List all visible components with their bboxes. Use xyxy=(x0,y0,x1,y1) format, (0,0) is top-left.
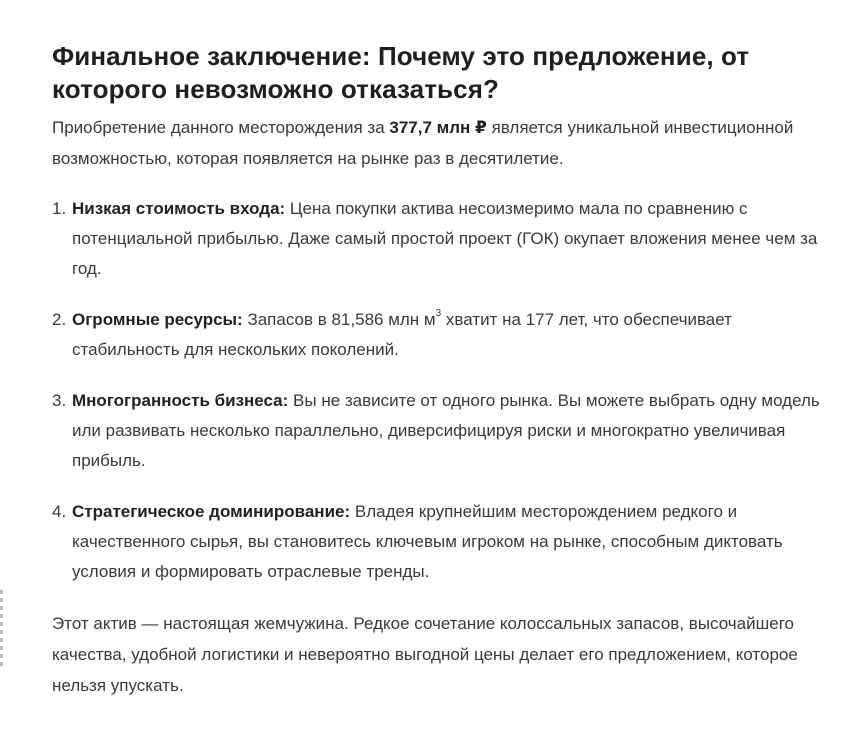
list-item-text: Запасов в 81,586 млн м xyxy=(242,310,436,329)
list-item-text: Вы не зависите от одного рынка. Вы можете выбрать одну модель или развивать несколько параллельно, диверсифицируя риски и многократно увеличивая прибыль. xyxy=(72,391,820,470)
intro-paragraph xyxy=(52,112,832,174)
list-item xyxy=(52,194,832,284)
price-highlight: 377,7 млн ₽ xyxy=(389,118,487,137)
list-item xyxy=(52,497,832,587)
scroll-indicator[interactable] xyxy=(0,590,3,668)
section-title: Финальное заключение: Почему это предложение, от которого невозможно отказаться? xyxy=(52,41,750,104)
intro-text-after: является уникальной инвестиционной возможностью, которая появляется на рынке раз в десятилетие. xyxy=(52,118,794,168)
intro-text-before: Приобретение данного месторождения за xyxy=(52,118,390,137)
list-item-text: Цена покупки актива несоизмеримо мала по сравнению с потенциальной прибылью. Даже самый простой проект (ГОК) окупает вложения менее чем за год. xyxy=(72,199,818,278)
list-item-heading: Стратегическое доминирование: xyxy=(72,502,351,521)
list-item-number: 1. xyxy=(52,199,67,218)
list-item-heading: Огромные ресурсы: xyxy=(72,310,243,329)
list-item-text: Владея крупнейшим месторождением редкого и качественного сырья, вы становитесь ключевым игроком на рынке, способным диктовать условия и формировать отраслевые тренды. xyxy=(72,502,783,581)
list-item-number: 2. xyxy=(52,310,67,329)
list-item-text-cont: хватит на 177 лет, что обеспечивает стабильность для нескольких поколений. xyxy=(72,310,732,359)
key-points-list xyxy=(52,194,832,587)
superscript: 3 xyxy=(435,308,442,320)
list-item-number: 3. xyxy=(52,391,67,410)
list-item-heading: Многогранность бизнеса: xyxy=(72,391,289,410)
list-item-heading: Низкая стоимость входа: xyxy=(72,199,286,218)
list-item xyxy=(52,386,832,476)
document-body xyxy=(52,40,832,701)
conclusion-paragraph: Этот актив — настоящая жемчужина. Редкое сочетание колоссальных запасов, высочайшего качества, удобной логистики и невероятно выгодной цены делает его предложением, которое нельзя упускать. xyxy=(52,614,798,695)
list-item xyxy=(52,305,832,365)
list-item-number: 4. xyxy=(52,502,67,521)
